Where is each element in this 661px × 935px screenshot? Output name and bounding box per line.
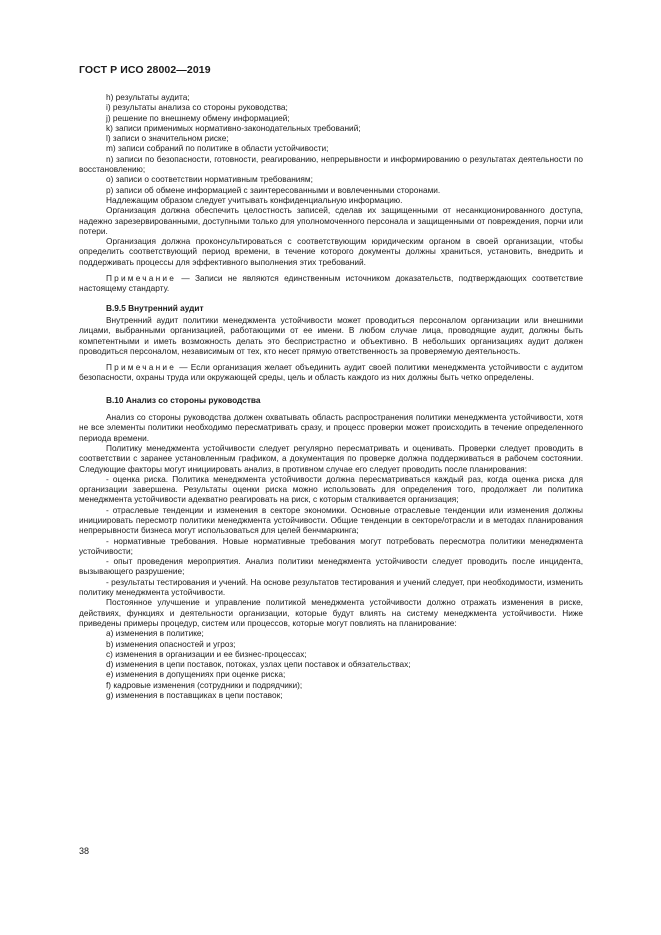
paragraph: Постоянное улучшение и управление политикой менеджмента устойчивости должно отражать изменения в риске, действиях, функциях и деятельности организации, которые будут влиять на систему менеджмента устойчивости. Ниже приведены примеры процедур, систем или процессов, которые могут повлиять на планирование: (79, 597, 583, 628)
list-item: n) записи по безопасности, готовности, реагированию, непрерывности и информированию о результатах деятельности по восстановлению; (79, 153, 583, 175)
list-item: a) изменения в политике; (106, 628, 204, 639)
list-item: m) записи собраний по политике в области устойчивости; (106, 143, 329, 154)
list-item: b) изменения опасностей и угроз; (106, 638, 236, 649)
dash-item: - нормативные требования. Новые нормативные требования могут потребовать пересмотра политики менеджмента устойчивости; (79, 535, 583, 556)
dash-item: - отраслевые тенденции и изменения в секторе экономики. Основные отраслевые тенденции или изменения должны инициировать пересмотр политики менеджмента устойчивости. Общие тенденции в секторе/отрасли и в методах планирования непрерывности бизнеса могут использоваться для целей бенчмаркинга; (79, 504, 583, 536)
list-item: c) изменения в организации и ее бизнес-процессах; (106, 648, 307, 659)
dash-item: - опыт проведения мероприятия. Анализ политики менеджмента устойчивости следует проводить после инцидента, вызывающего разрушение; (79, 556, 583, 577)
note (79, 362, 583, 383)
list-item: j) решение по внешнему обмену информацией; (106, 112, 290, 123)
section-heading: В.9.5 Внутренний аудит (106, 302, 204, 313)
list-item: i) результаты анализа со стороны руководства; (106, 102, 288, 113)
list-item: p) записи об обмене информацией с заинтересованными и вовлеченными сторонами. (106, 184, 441, 195)
note-label: Примечание (106, 273, 177, 284)
list-item: g) изменения в поставщиках в цепи поставок; (106, 690, 283, 701)
note-text: — Если организация желает объединить аудит своей политики менеджмента устойчивости с аудитом безопасности, охраны труда или окружающей среды, цель и область каждого из них должны быть четко определены. (79, 362, 583, 383)
list-item: f) кадровые изменения (сотрудники и подрядчики); (106, 679, 303, 690)
dash-item: - оценка риска. Политика менеджмента устойчивости должна пересматриваться каждый раз, когда оценка риска для организации завершена. Результаты оценки риска можно использовать для определения того, продолжает ли политика менеджмента устойчивости адекватно реагировать на риск, с которым сталкивается организация; (79, 473, 583, 505)
paragraph: Анализ со стороны руководства должен охватывать область распространения политики менеджмента устойчивости, хотя не все элементы политики необходимо пересматривать сразу, и процесс проверки может происходить в течение определенного периода времени. (79, 412, 583, 443)
section-heading: В.10 Анализ со стороны руководства (106, 394, 261, 405)
paragraph: Организация должна проконсультироваться с соответствующим юридическим органом в своей организации, чтобы определить соответствующий период времени, в течение которого документы должны храниться, установить, внедрить и поддерживать процессы для эффективного выполнения этих требований. (79, 236, 583, 267)
page-body (79, 92, 583, 700)
document-header: ГОСТ Р ИСО 28002—2019 (79, 64, 211, 76)
paragraph: Организация должна обеспечить целостность записей, сделав их защищенными от несанкционированного доступа, надежно зарезервированными, доступными только для уполномоченного персонала и защищенными от повреждения, порчи или потери. (79, 205, 583, 236)
paragraph: Внутренний аудит политики менеджмента устойчивости может проводиться персоналом организации или внешними лицами, выбранными организацией, работающими от ее имени. В любом случае лица, проводящие аудит, должны быть компетентными и иметь возможность делать это беспристрастно и объективно. В небольших организациях аудит должен проводиться персоналом, независимым от тех, кто несет прямую ответственность за проверяемую деятельность. (79, 314, 583, 356)
paragraph: Надлежащим образом следует учитывать конфиденциальную информацию. (106, 194, 403, 205)
list-item: k) записи применимых нормативно-законодательных требований; (106, 122, 361, 133)
list-item: o) записи о соответствии нормативным требованиям; (106, 174, 313, 185)
note-text: — Записи не являются единственным источником доказательств, подтверждающих соответствие настоящему стандарту. (79, 273, 583, 294)
paragraph: Политику менеджмента устойчивости следует регулярно пересматривать и оценивать. Проверки следует проводить в соответствии с заранее установленным графиком, а документация по проверке должна поддерживаться в рабочем состоянии. Следующие факторы могут инициировать анализ, в противном случае его следует проводить после планирования: (79, 442, 583, 474)
dash-item: - результаты тестирования и учений. На основе результатов тестирования и учений следует, при необходимости, изменить политику менеджмента устойчивости. (79, 576, 583, 598)
list-item: l) записи о значительном риске; (106, 133, 229, 144)
list-item: d) изменения в цепи поставок, потоках, узлах цепи поставок и обязательствах; (106, 659, 411, 670)
list-item: e) изменения в допущениях при оценке риска; (106, 669, 286, 680)
list-item: h) результаты аудита; (106, 92, 190, 102)
page-number: 38 (79, 846, 90, 856)
note (79, 273, 583, 294)
note-label: Примечание (106, 362, 177, 373)
